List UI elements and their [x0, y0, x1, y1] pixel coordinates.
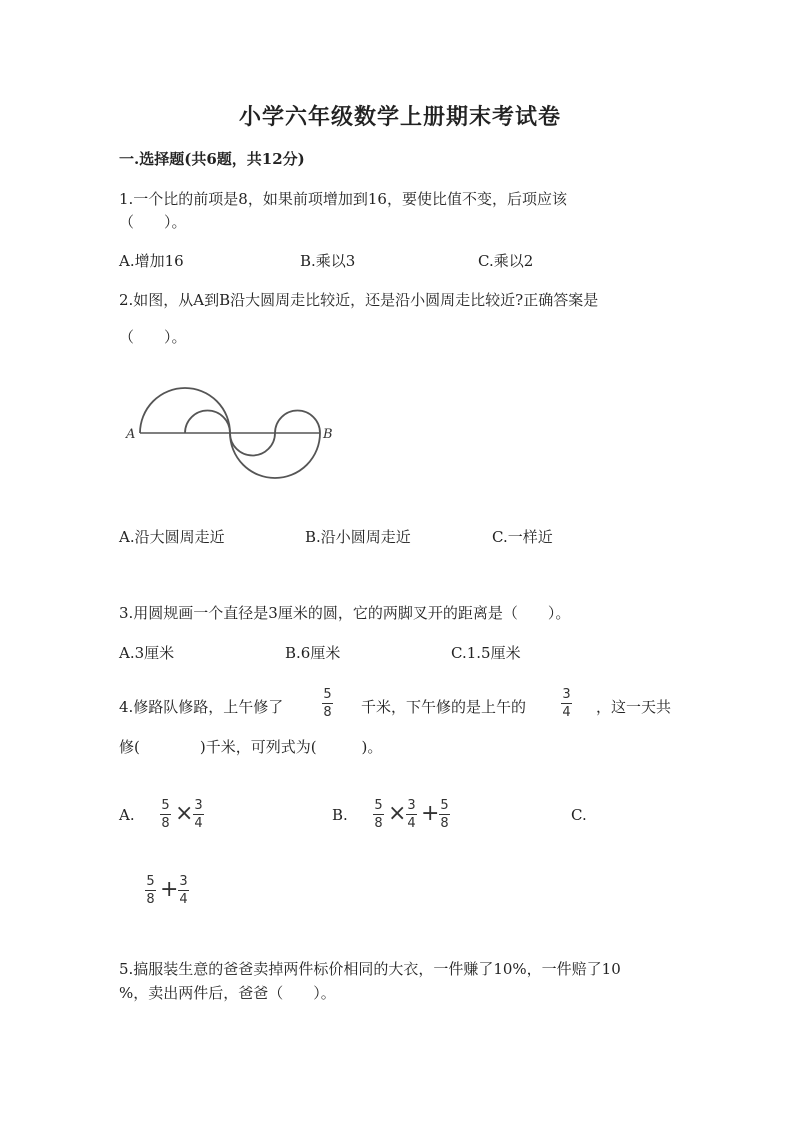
- question-2-option-b: B.沿小圆周走近: [305, 528, 411, 546]
- question-1-text: 1.一个比的前项是8，如果前项增加到16，要使比值不变，后项应该: [119, 190, 567, 208]
- fraction-denominator: 8: [146, 892, 155, 907]
- fraction-numerator: 3: [179, 874, 188, 889]
- fraction-numerator: 5: [161, 798, 170, 813]
- question-2-blank: （ ）。: [119, 328, 187, 346]
- option-b-fraction-2: [406, 798, 417, 831]
- fraction-bar: [561, 703, 572, 704]
- page-title: 小学六年级数学上册期末考试卷: [238, 104, 561, 130]
- fraction-numerator: 5: [323, 687, 332, 702]
- question-3-text: 3.用圆规画一个直径是3厘米的圆，它的两脚叉开的距离是（ ）。: [119, 604, 571, 622]
- question-1-option-c: C.乘以2: [478, 252, 534, 270]
- small-semicircle-3: [275, 411, 320, 434]
- option-b-fraction-1: [373, 798, 384, 831]
- fraction-three-quarters: [561, 687, 572, 720]
- large-semicircle-lower: [230, 433, 320, 478]
- question-2-text: 2.如图，从A到B沿大圆周走比较近，还是沿小圆周走比较近?正确答案是: [119, 291, 599, 309]
- question-1-blank: （ ）。: [119, 213, 187, 231]
- small-semicircle-1: [185, 411, 230, 434]
- question-1-option-b: B.乘以3: [300, 252, 356, 270]
- fraction-numerator: 3: [562, 687, 571, 702]
- option-a-fraction-2: [193, 798, 204, 831]
- multiply-sign: ×: [388, 801, 407, 826]
- fraction-denominator: 8: [440, 816, 449, 831]
- point-b-label: B: [323, 427, 333, 442]
- multiply-sign: ×: [175, 801, 194, 826]
- fraction-bar: [160, 814, 171, 815]
- fraction-bar: [193, 814, 204, 815]
- question-2-option-a: A.沿大圆周走近: [119, 528, 225, 546]
- fraction-denominator: 8: [161, 816, 170, 831]
- option-c-fraction-1: [145, 874, 156, 907]
- option-c-fraction-2: [178, 874, 189, 907]
- question-4-option-c-label: C.: [571, 806, 587, 824]
- section-heading: 一.选择题(共6题，共12分): [119, 150, 305, 168]
- fraction-numerator: 3: [194, 798, 203, 813]
- option-a-fraction-1: [160, 798, 171, 831]
- fraction-denominator: 4: [179, 892, 188, 907]
- fraction-denominator: 8: [374, 816, 383, 831]
- fraction-bar: [145, 890, 156, 891]
- fraction-numerator: 3: [407, 798, 416, 813]
- fraction-denominator: 8: [323, 705, 332, 720]
- question-4-text-line2: 修( )千米，可列式为( )。: [119, 738, 383, 756]
- fraction-five-eighths: [322, 687, 333, 720]
- question-4-text-part1: 4.修路队修路，上午修了: [119, 698, 284, 716]
- plus-sign: +: [421, 801, 440, 826]
- fraction-bar: [322, 703, 333, 704]
- question-3-option-c: C.1.5厘米: [451, 644, 521, 662]
- fraction-denominator: 4: [407, 816, 416, 831]
- question-3-option-a: A.3厘米: [119, 644, 175, 662]
- question-4-option-b-label: B.: [332, 806, 348, 824]
- option-b-fraction-3: [439, 798, 450, 831]
- fraction-numerator: 5: [374, 798, 383, 813]
- fraction-numerator: 5: [146, 874, 155, 889]
- question-1-option-a: A.增加16: [119, 252, 184, 270]
- question-4-text-part2: 千米，下午修的是上午的: [361, 698, 527, 716]
- fraction-bar: [373, 814, 384, 815]
- fraction-numerator: 5: [440, 798, 449, 813]
- small-semicircle-2: [230, 433, 275, 456]
- fraction-bar: [439, 814, 450, 815]
- fraction-bar: [406, 814, 417, 815]
- fraction-bar: [178, 890, 189, 891]
- question-5-blank: %，卖出两件后，爸爸（ ）。: [119, 984, 336, 1002]
- point-a-label: A: [126, 427, 136, 442]
- plus-sign: +: [160, 877, 179, 902]
- question-4-text-part3: ，这一天共: [596, 698, 672, 716]
- fraction-denominator: 4: [194, 816, 203, 831]
- question-3-option-b: B.6厘米: [285, 644, 341, 662]
- question-5-text: 5.搞服装生意的爸爸卖掉两件标价相同的大衣，一件赚了10%，一件赔了10: [119, 960, 621, 978]
- large-semicircle-upper: [140, 388, 230, 433]
- question-4-option-a-label: A.: [119, 806, 135, 824]
- fraction-denominator: 4: [562, 705, 571, 720]
- circle-path-diagram: [110, 360, 350, 490]
- question-2-option-c: C.一样近: [492, 528, 553, 546]
